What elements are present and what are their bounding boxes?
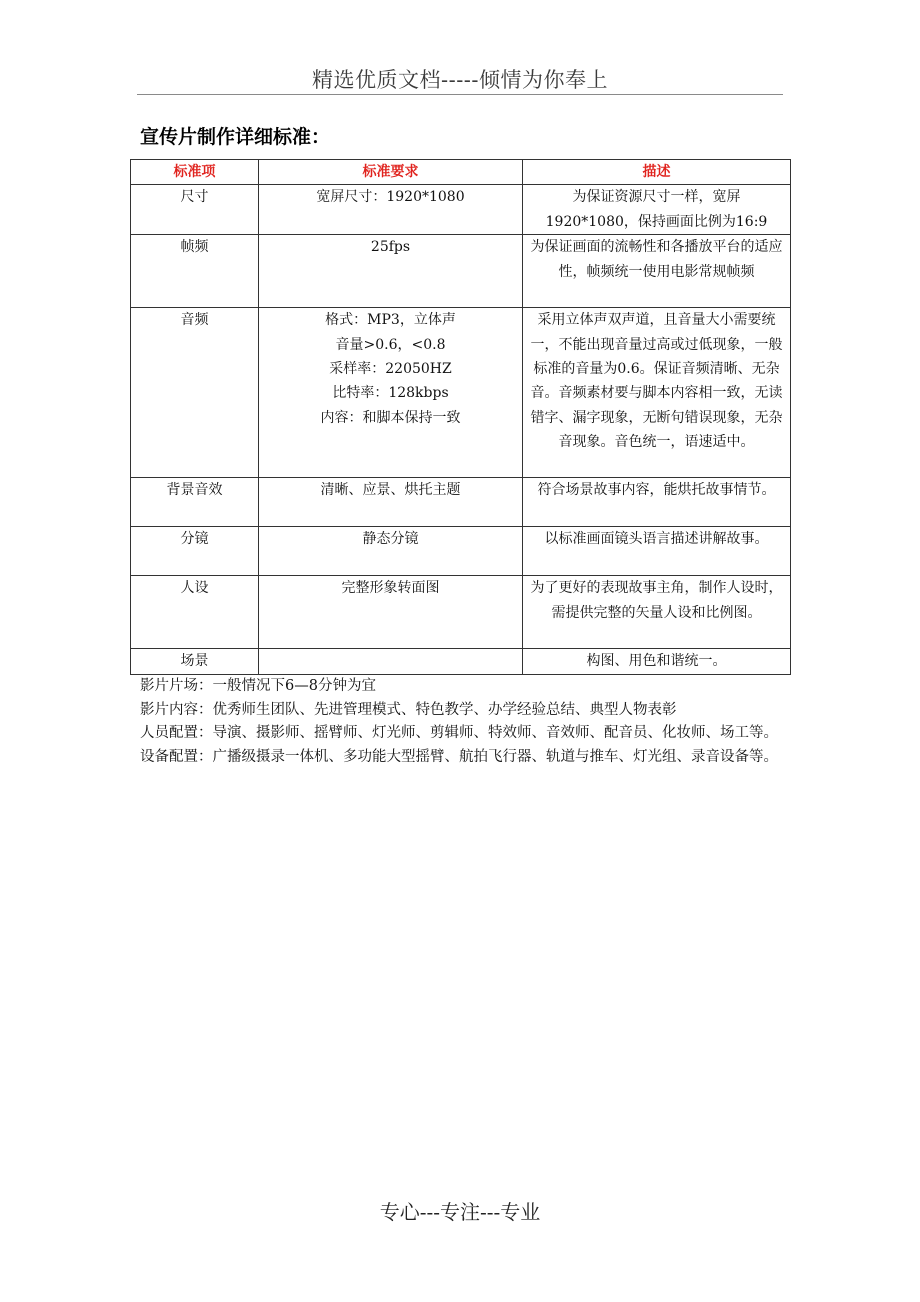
cell-item: 帧频	[131, 235, 259, 308]
table-header-row	[131, 160, 791, 185]
cell-item: 音频	[131, 308, 259, 478]
cell-description: 为了更好的表现故事主角，制作人设时，需提供完整的矢量人设和比例图。	[523, 576, 791, 649]
requirement-line: 内容：和脚本保持一致	[320, 409, 461, 426]
cell-requirement	[259, 649, 523, 674]
page-header: 精选优质文档-----倾情为你奉上	[312, 68, 608, 92]
cell-requirement	[259, 185, 523, 235]
table-row	[131, 478, 791, 527]
requirement-line: 完整形象转面图	[341, 580, 440, 597]
requirement-line: 音量>0.6，<0.8	[335, 336, 446, 353]
requirement-line: 采样率：22050HZ	[329, 361, 452, 378]
document-title: 宣传片制作详细标准：	[140, 126, 331, 148]
cell-item: 场景	[131, 649, 259, 674]
note-content: 影片内容：优秀师生团队、先进管理模式、特色教学、办学经验总结、典型人物表彰	[140, 701, 677, 718]
cell-requirement	[259, 527, 523, 576]
standards-table	[130, 159, 791, 675]
table-row	[131, 527, 791, 576]
cell-requirement	[259, 308, 523, 478]
note-staff: 人员配置：导演、摄影师、摇臂师、灯光师、剪辑师、特效师、音效师、配音员、化妆师、场工等。	[140, 725, 778, 741]
table-row	[131, 185, 791, 235]
cell-description: 符合场景故事内容，能烘托故事情节。	[523, 478, 791, 527]
cell-item: 人设	[131, 576, 259, 649]
requirement-line: 宽屏尺寸：1920*1080	[316, 189, 465, 206]
requirement-line: 清晰、应景、烘托主题	[320, 482, 461, 499]
column-header-item: 标准项	[131, 160, 259, 185]
table-row	[131, 649, 791, 674]
note-equipment: 设备配置：广播级摄录一体机、多功能大型摇臂、航拍飞行器、轨道与推车、灯光组、录音设备等。	[140, 748, 778, 765]
cell-requirement	[259, 478, 523, 527]
note-duration: 影片片场：一般情况下6—8分钟为宜	[140, 678, 376, 694]
notes-section	[140, 675, 792, 769]
requirement-line: 静态分镜	[362, 531, 419, 548]
column-header-requirement: 标准要求	[259, 160, 523, 185]
cell-description: 采用立体声双声道，且音量大小需要统一，不能出现音量过高或过低现象，一般标准的音量为0.6。保证音频清晰、无杂音。音频素材要与脚本内容相一致，无读错字、漏字现象，无断句错误现象，无杂音现象。音色统一，语速适中。	[523, 308, 791, 478]
cell-requirement	[259, 235, 523, 308]
table-row	[131, 576, 791, 649]
cell-description: 构图、用色和谐统一。	[523, 649, 791, 674]
table-row	[131, 308, 791, 478]
cell-item: 背景音效	[131, 478, 259, 527]
requirement-line: 25fps	[370, 239, 411, 256]
table-row	[131, 235, 791, 308]
requirement-line: 格式：MP3，立体声	[325, 312, 456, 329]
column-header-description: 描述	[523, 160, 791, 185]
cell-requirement	[259, 576, 523, 649]
cell-description: 为保证画面的流畅性和各播放平台的适应性，帧频统一使用电影常规帧频	[523, 235, 791, 308]
cell-item: 分镜	[131, 527, 259, 576]
cell-description: 为保证资源尺寸一样，宽屏1920*1080，保持画面比例为16:9	[523, 185, 791, 235]
header-divider	[137, 94, 783, 95]
cell-item: 尺寸	[131, 185, 259, 235]
page-footer: 专心---专注---专业	[379, 1200, 541, 1224]
requirement-line: 比特率：128kbps	[332, 385, 449, 402]
cell-description: 以标准画面镜头语言描述讲解故事。	[523, 527, 791, 576]
